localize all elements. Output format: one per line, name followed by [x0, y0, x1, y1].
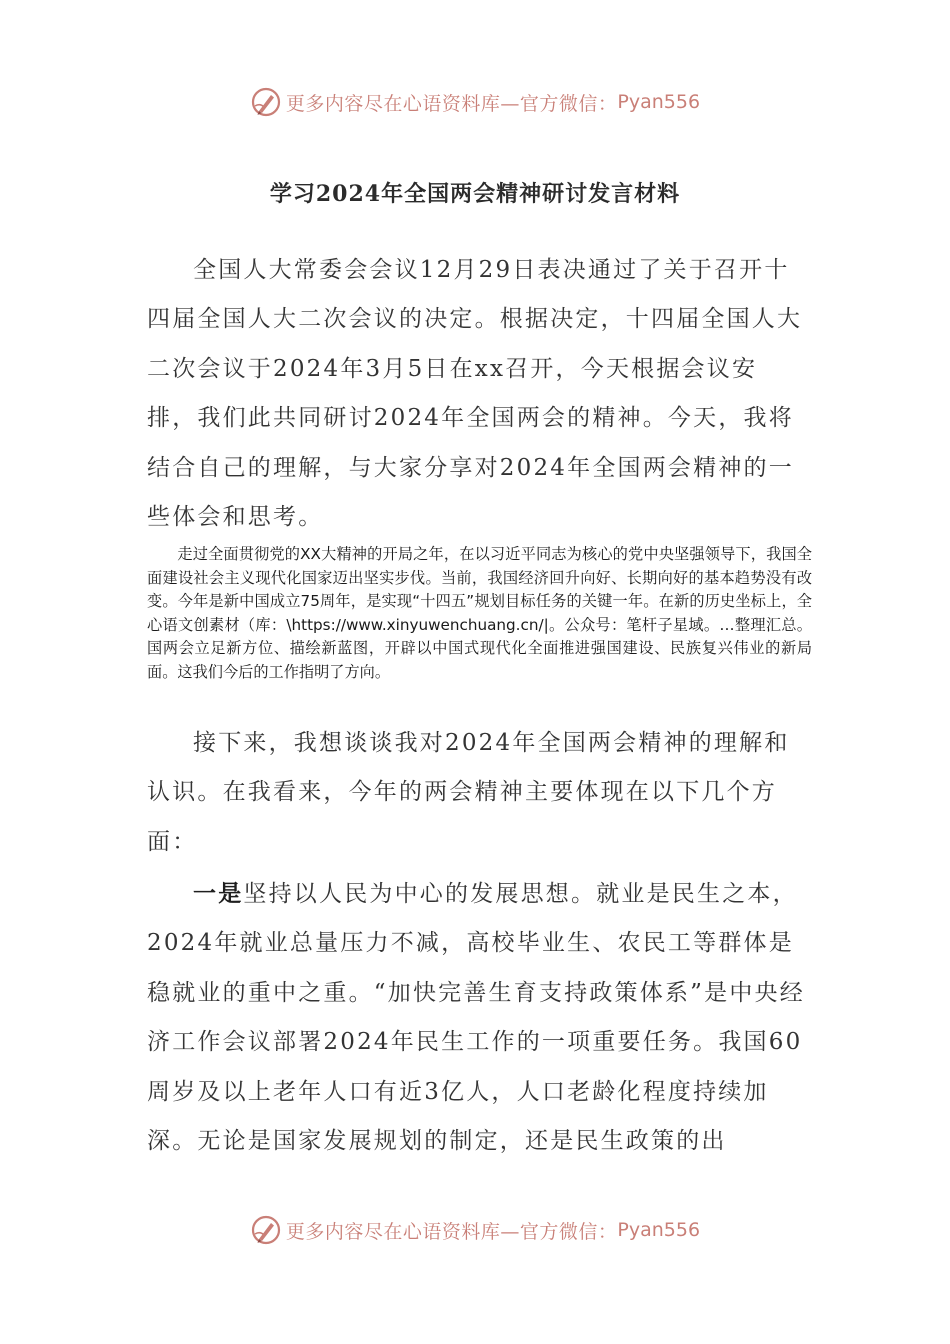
point-one-body: 坚持以人民为中心的发展思想。就业是民生之本，2024年就业总量压力不减，高校毕业生、农民工等群体是稳就业的重中之重。“加快完善生育支持政策体系”是中央经济工作会议部署2024年民生工作的一项重要任务。我国60周岁及以上老年人口有近3亿人，人口老龄化程度持续加深。无论是国家发展规划的制定，还是民生政策的出 [147, 881, 805, 1155]
watermark-wechat-id: Pyan556 [617, 91, 701, 113]
watermark-text: 更多内容尽在心语资料库—官方微信： [285, 92, 618, 115]
pen-logo-icon [250, 86, 282, 118]
paragraph-point-one [147, 869, 807, 1166]
footer-watermark [0, 1210, 950, 1250]
pen-logo-icon [250, 1214, 282, 1246]
document-title: 学习2024年全国两会精神研讨发言材料 [269, 181, 681, 207]
point-one-lead: 一是 [193, 880, 244, 907]
paragraph-context: 走过全面贯彻党的XX大精神的开局之年，在以习近平同志为核心的党中央坚强领导下，我国全面建设社会主义现代化国家迈出坚实步伐。当前，我国经济回升向好、长期向好的基本趋势没有改变。今年是新中国成立75周年，是实现“十四五”规划目标任务的关键一年。在新的历史坐标上，全心语文创素材（库：\https://www.xinyuwenchuang.cn/|。公众号：笔杆子星域。…整理汇总。国两会立足新方位、描绘新蓝图，开辟以中国式现代化全面推进强国建设、民族复兴伟业的新局面。这我们今后的工作指明了方向。 [147, 545, 812, 681]
paragraph-intro: 全国人大常委会会议12月29日表决通过了关于召开十四届全国人大二次会议的决定。根据决定，十四届全国人大二次会议于2024年3月5日在xx召开，今天根据会议安排，我们此共同研讨2024年全国两会的精神。今天，我将结合自己的理解，与大家分享对2024年全国两会精神的一些体会和思考。 [147, 257, 803, 531]
watermark-text: 更多内容尽在心语资料库—官方微信： [285, 1220, 618, 1243]
paragraph-understanding: 接下来，我想谈谈我对2024年全国两会精神的理解和认识。在我看来，今年的两会精神主要体现在以下几个方面： [147, 730, 790, 855]
watermark-wechat-id: Pyan556 [617, 1219, 701, 1241]
header-watermark [0, 82, 950, 122]
